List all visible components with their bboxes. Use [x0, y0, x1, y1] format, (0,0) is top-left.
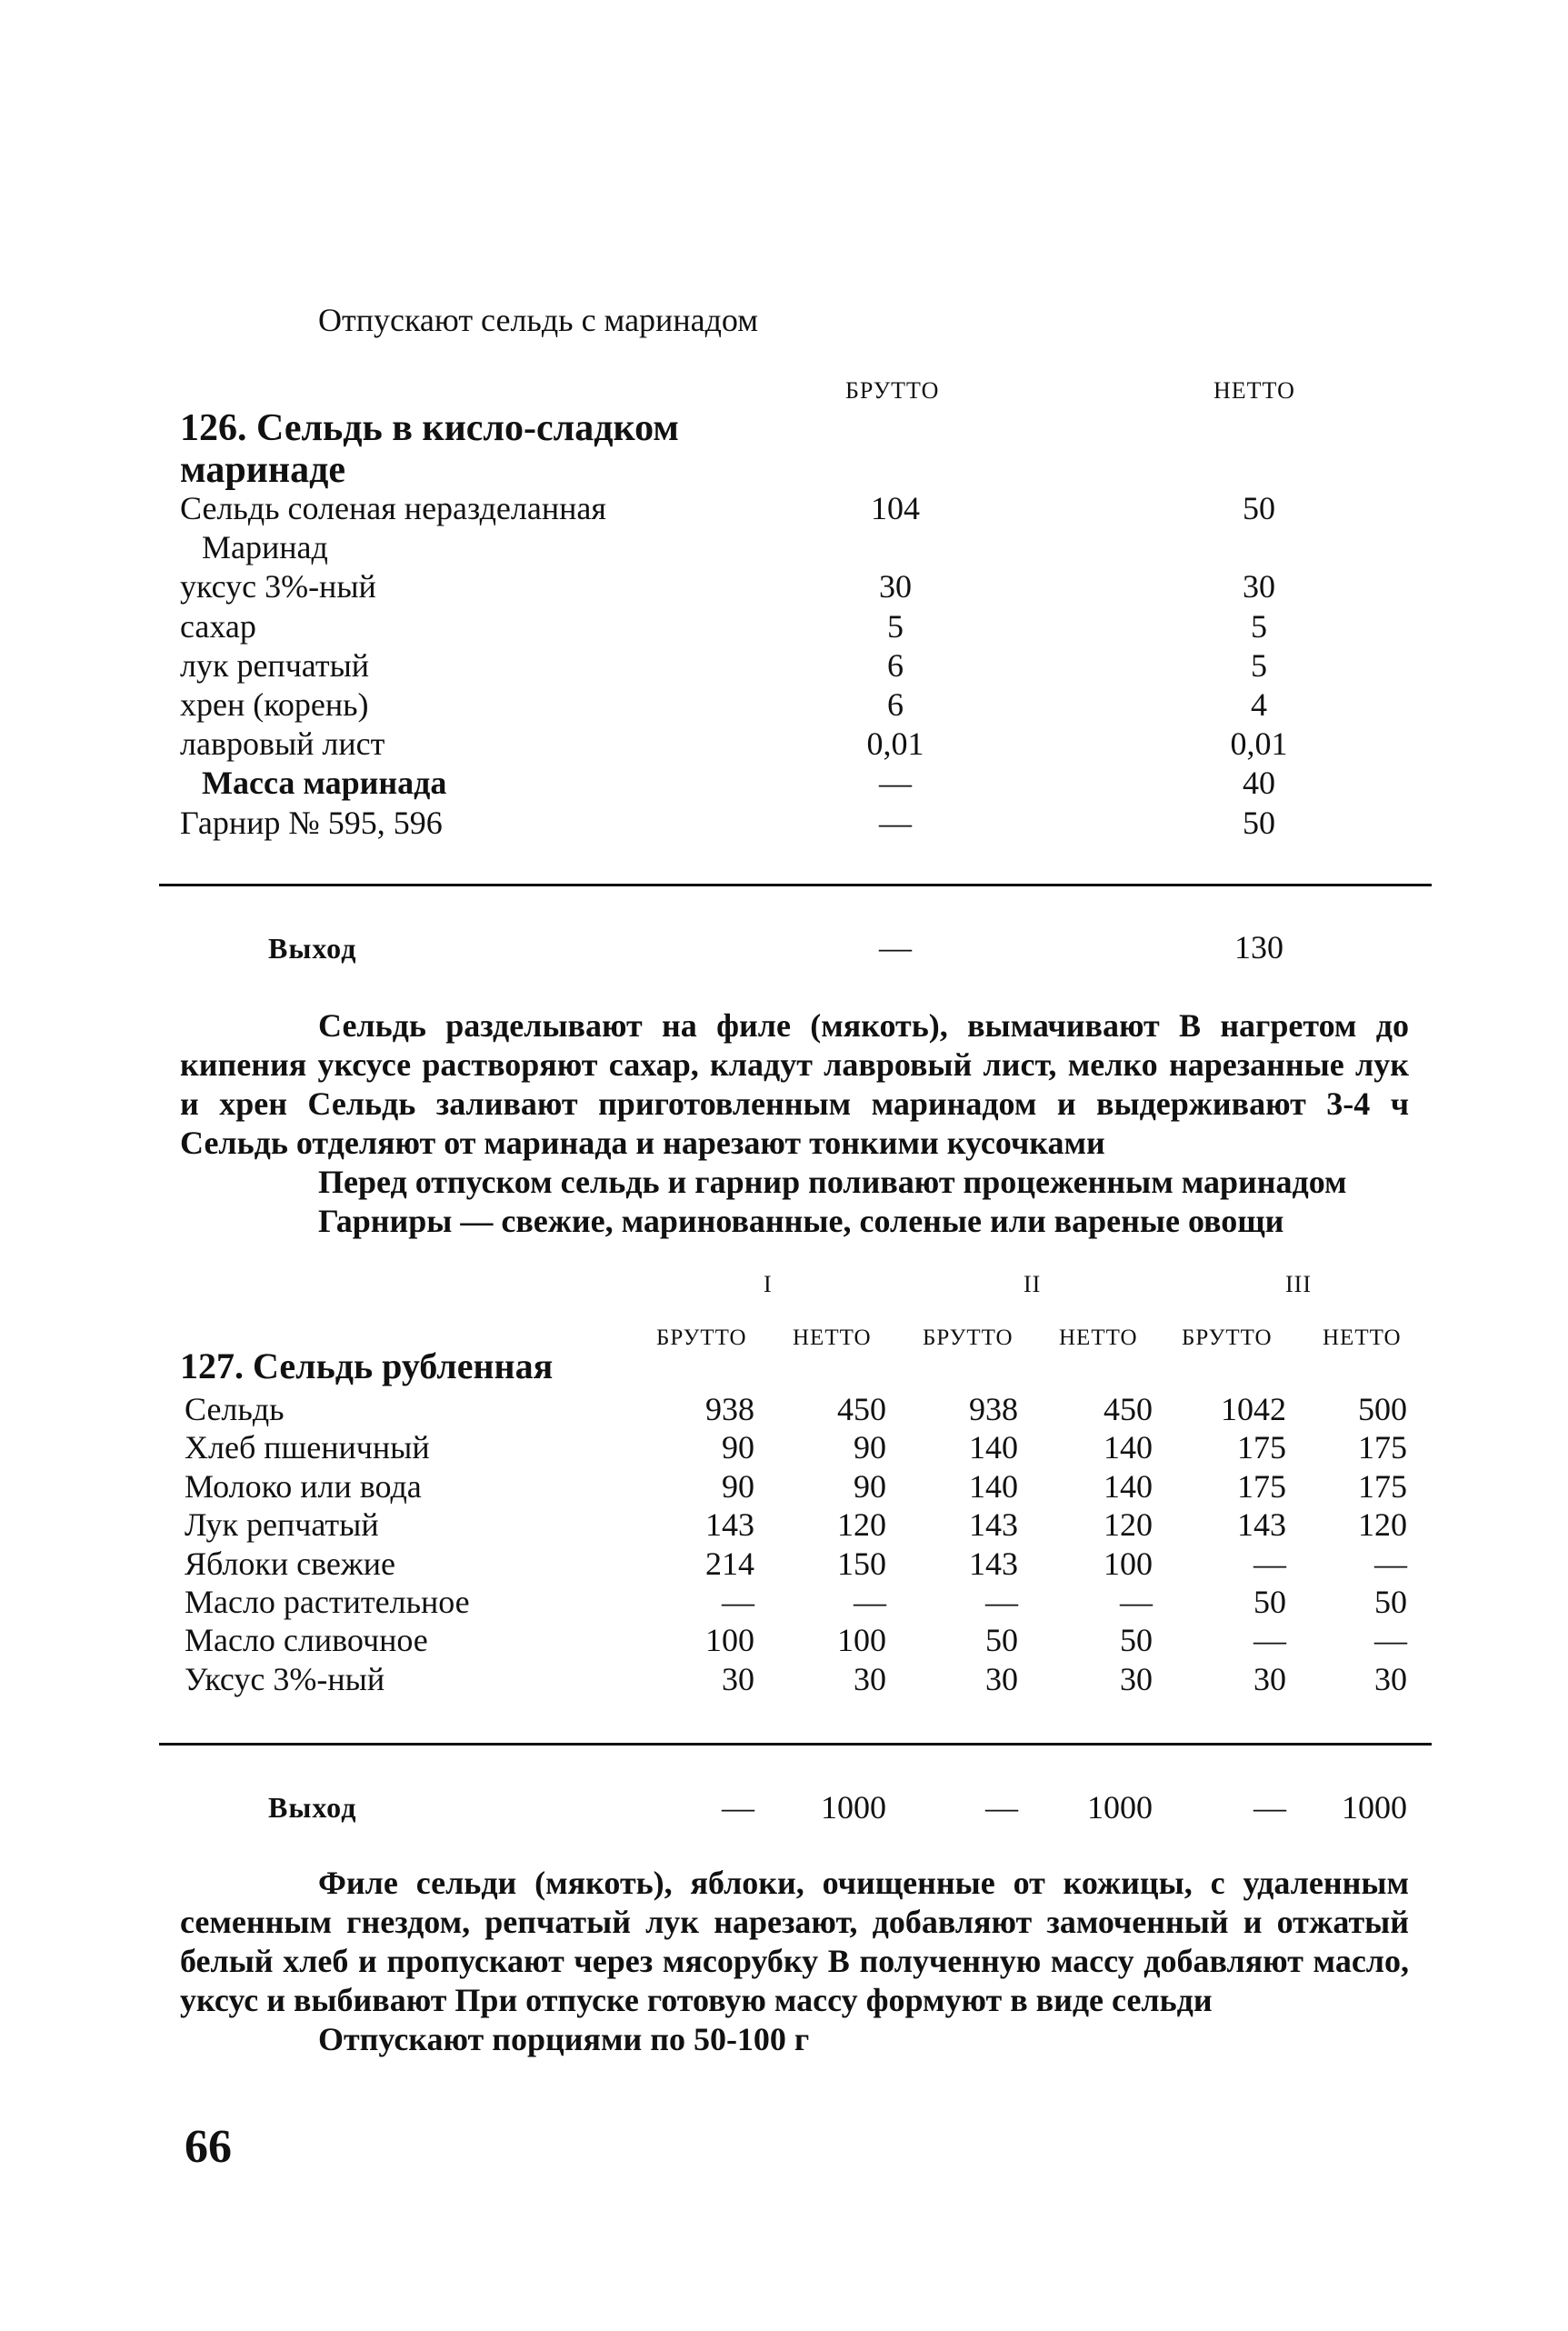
- table-cell: 50: [1374, 1584, 1407, 1620]
- ingredient-name: Масло сливочное: [185, 1622, 428, 1658]
- table-cell: 50: [1120, 1622, 1153, 1658]
- yield-value: 1000: [821, 1789, 886, 1826]
- recipe-126-description: [180, 1006, 1409, 1241]
- ingredient-name: Масса маринада: [202, 765, 447, 801]
- ingredient-name: хрен (корень): [180, 686, 369, 723]
- sub-netto: НЕТТО: [1323, 1326, 1402, 1350]
- table-cell: 143: [1237, 1506, 1286, 1543]
- paragraph: Отпускают порциями по 50-100 г: [318, 2021, 810, 2057]
- table-cell: 143: [969, 1546, 1018, 1582]
- recipe-127-title: 127. Сельдь рубленная: [180, 1346, 554, 1386]
- ingredient-name: Лук репчатый: [185, 1506, 379, 1543]
- table-cell: 1042: [1221, 1391, 1286, 1427]
- ingredient-name: Уксус 3%-ный: [185, 1661, 385, 1697]
- netto-value: 30: [1243, 568, 1275, 605]
- table-cell: 140: [1104, 1429, 1153, 1466]
- sub-netto: НЕТТО: [1059, 1326, 1138, 1350]
- group-label-II: II: [1024, 1271, 1042, 1297]
- intro-line: Отпускают сельдь с маринадом: [318, 302, 758, 338]
- table-cell: 100: [837, 1622, 886, 1658]
- recipe-127-description: [180, 1864, 1409, 2059]
- table-cell: 90: [722, 1429, 754, 1466]
- table-cell: 500: [1358, 1391, 1407, 1427]
- ingredient-name: Маринад: [202, 529, 328, 565]
- table-cell: 143: [969, 1506, 1018, 1543]
- paragraph: Сельдь разделывают на филе (мякоть), вымачивают В нагретом до кипения уксусе растворяют сахар, кладут лавровый лист, мелко нарезанные лук и хрен Сельдь заливают приготовленным маринадом и выдерживают 3-4 ч Сельдь отделяют от маринада и нарезают тонкими кусочками: [180, 1007, 1409, 1161]
- table-cell: 140: [969, 1468, 1018, 1505]
- brutto-value: 0,01: [866, 725, 924, 762]
- ingredient-name: Молоко или вода: [185, 1468, 422, 1505]
- sub-netto: НЕТТО: [793, 1326, 872, 1350]
- divider-126: [159, 884, 1432, 886]
- sub-brutto: БРУТТО: [656, 1326, 747, 1350]
- table-cell: 30: [722, 1661, 754, 1697]
- yield-value: —: [722, 1789, 754, 1826]
- table-cell: 120: [1104, 1506, 1153, 1543]
- ingredient-name: Сельдь соленая неразделанная: [180, 490, 606, 526]
- table-cell: 143: [705, 1506, 754, 1543]
- netto-value: 0,01: [1230, 725, 1288, 762]
- page-number: 66: [185, 2121, 232, 2173]
- table-cell: 30: [1374, 1661, 1407, 1697]
- paragraph: Перед отпуском сельдь и гарнир поливают процеженным маринадом: [318, 1164, 1347, 1200]
- ingredient-name: Масло растительное: [185, 1584, 470, 1620]
- col-netto-126: НЕТТО: [1213, 377, 1295, 404]
- recipe-126-title-1: 126. Сельдь в кисло-сладком: [180, 407, 679, 449]
- ingredient-name: Хлеб пшеничный: [185, 1429, 430, 1466]
- table-cell: —: [722, 1584, 754, 1620]
- netto-value: 50: [1243, 490, 1275, 526]
- table-cell: 450: [1104, 1391, 1153, 1427]
- table-cell: 100: [705, 1622, 754, 1658]
- table-cell: —: [1374, 1546, 1407, 1582]
- ingredient-name: уксус 3%-ный: [180, 568, 376, 605]
- paragraph: Филе сельди (мякоть), яблоки, очищенные от кожицы, с удаленным семенным гнездом, репчатый лук нарезают, добавляют замоченный и отжатый белый хлеб и пропускают через мясорубку В полученную массу добавляют масло, уксус и выбивают При отпуске готовую массу формуют в виде сельди: [180, 1865, 1409, 2018]
- table-cell: —: [1253, 1622, 1286, 1658]
- yield-value: 1000: [1342, 1789, 1407, 1826]
- brutto-value: 104: [871, 490, 920, 526]
- table-cell: 90: [722, 1468, 754, 1505]
- table-cell: 214: [705, 1546, 754, 1582]
- yield-value: —: [1253, 1789, 1286, 1826]
- table-cell: 450: [837, 1391, 886, 1427]
- brutto-value: 5: [887, 608, 904, 645]
- sub-brutto: БРУТТО: [1182, 1326, 1273, 1350]
- table-cell: 30: [1253, 1661, 1286, 1697]
- table-cell: 100: [1104, 1546, 1153, 1582]
- col-brutto-126: БРУТТО: [845, 377, 940, 404]
- yield-value: 1000: [1087, 1789, 1153, 1826]
- table-cell: 120: [837, 1506, 886, 1543]
- netto-value: 4: [1251, 686, 1267, 723]
- sub-brutto: БРУТТО: [923, 1326, 1014, 1350]
- table-cell: 175: [1358, 1429, 1407, 1466]
- recipe-126-title-2: маринаде: [180, 449, 345, 491]
- brutto-value: 6: [887, 686, 904, 723]
- table-cell: 90: [854, 1429, 886, 1466]
- ingredient-name: Сельдь: [185, 1391, 285, 1427]
- netto-value: 5: [1251, 647, 1267, 684]
- yield-label-127: Выход: [268, 1791, 357, 1824]
- netto-value: 5: [1251, 608, 1267, 645]
- paragraph: Гарниры — свежие, маринованные, соленые или вареные овощи: [318, 1203, 1284, 1239]
- table-cell: 30: [854, 1661, 886, 1697]
- table-cell: —: [1253, 1546, 1286, 1582]
- ingredient-name: лавровый лист: [180, 725, 385, 762]
- netto-value: 40: [1243, 765, 1275, 801]
- table-cell: —: [1374, 1622, 1407, 1658]
- netto-value: 50: [1243, 805, 1275, 841]
- table-cell: —: [854, 1584, 886, 1620]
- table-cell: 175: [1237, 1429, 1286, 1466]
- table-cell: 938: [969, 1391, 1018, 1427]
- table-cell: 175: [1358, 1468, 1407, 1505]
- yield-label-126: Выход: [268, 932, 357, 965]
- brutto-value: —: [879, 805, 912, 841]
- brutto-value: 30: [879, 568, 912, 605]
- table-cell: 50: [1253, 1584, 1286, 1620]
- group-label-I: I: [764, 1271, 773, 1297]
- ingredient-name: сахар: [180, 608, 256, 645]
- table-cell: 30: [985, 1661, 1018, 1697]
- brutto-value: —: [879, 765, 912, 801]
- group-label-III: III: [1285, 1271, 1312, 1297]
- table-cell: —: [985, 1584, 1018, 1620]
- ingredient-name: лук репчатый: [180, 647, 370, 684]
- yield-brutto-126: —: [879, 929, 912, 965]
- table-cell: 140: [969, 1429, 1018, 1466]
- brutto-value: 6: [887, 647, 904, 684]
- table-cell: 938: [705, 1391, 754, 1427]
- yield-value: —: [985, 1789, 1018, 1826]
- table-cell: —: [1120, 1584, 1153, 1620]
- table-cell: 175: [1237, 1468, 1286, 1505]
- table-cell: 150: [837, 1546, 886, 1582]
- table-cell: 90: [854, 1468, 886, 1505]
- table-cell: 50: [985, 1622, 1018, 1658]
- table-cell: 140: [1104, 1468, 1153, 1505]
- table-cell: 30: [1120, 1661, 1153, 1697]
- table-cell: 120: [1358, 1506, 1407, 1543]
- ingredient-name: Яблоки свежие: [185, 1546, 396, 1582]
- ingredient-name: Гарнир № 595, 596: [180, 805, 443, 841]
- yield-netto-126: 130: [1234, 929, 1283, 965]
- divider-127: [159, 1743, 1432, 1746]
